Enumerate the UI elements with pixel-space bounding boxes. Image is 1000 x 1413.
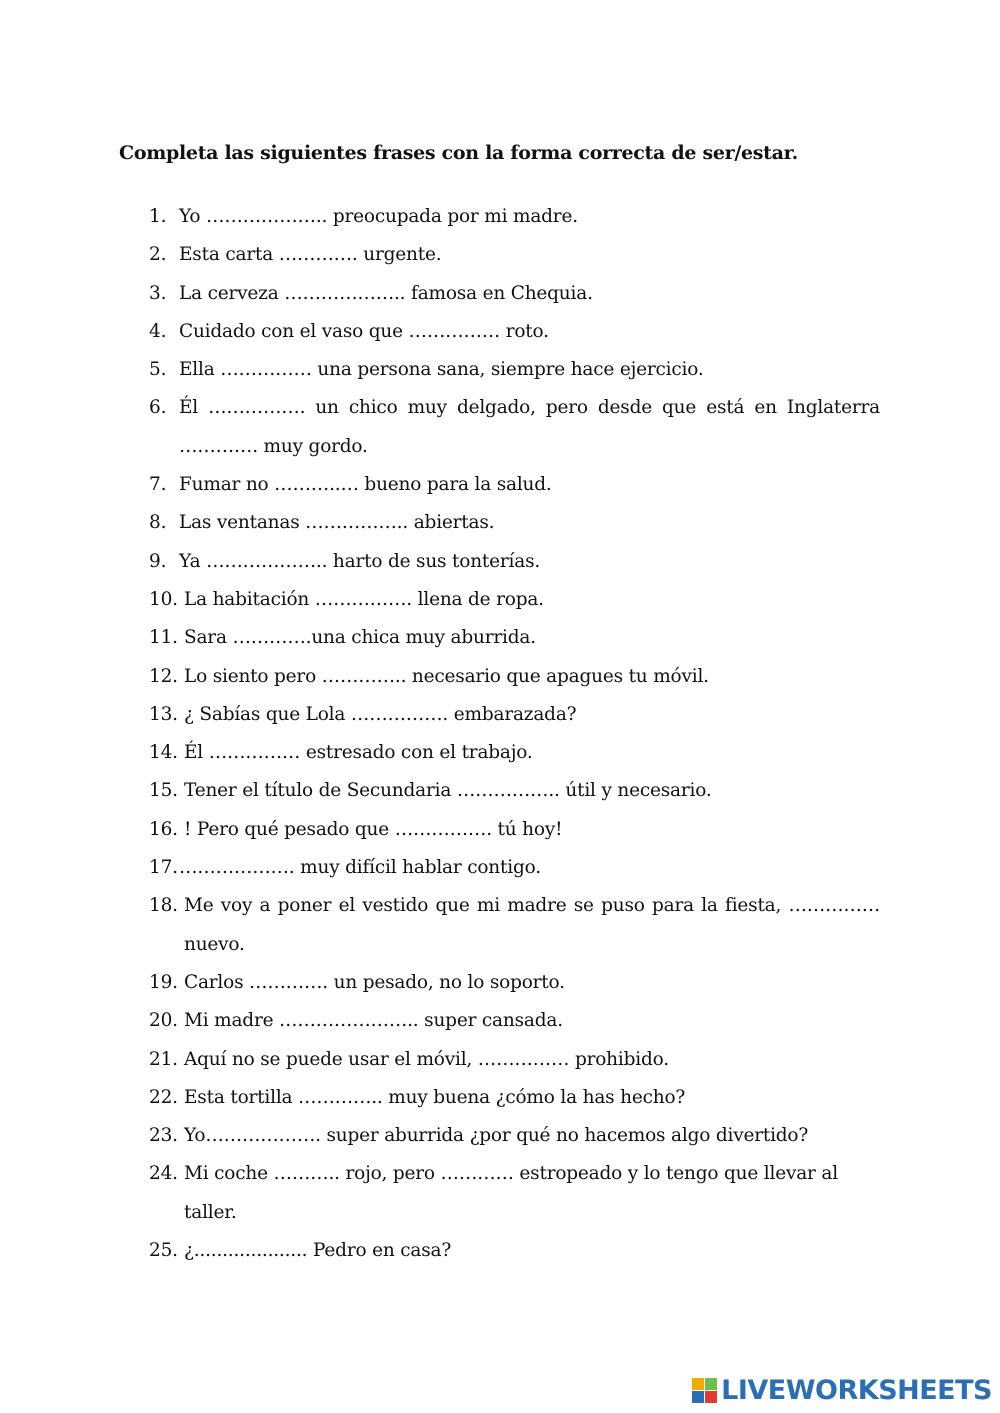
item-text: Las ventanas …………….. abiertas. [179, 512, 495, 534]
item-text: ………………. muy difícil hablar contigo. [179, 857, 541, 879]
exercise-item [149, 236, 880, 274]
exercise-item [149, 619, 880, 657]
exercise-item [149, 466, 880, 504]
item-text: Ella …………… una persona sana, siempre hace ejercicio. [179, 359, 704, 381]
item-number: 14. [149, 742, 178, 764]
logo-text: LIVEWORKSHEETS [721, 1374, 992, 1406]
logo-mark-icon [692, 1378, 717, 1403]
liveworksheets-logo[interactable] [692, 1375, 992, 1405]
item-text: Aquí no se puede usar el móvil, …………… prohibido. [184, 1048, 669, 1070]
logo-square [692, 1378, 704, 1390]
item-text: Cuidado con el vaso que …………… roto. [179, 320, 549, 342]
logo-square [692, 1391, 704, 1403]
exercise-item [149, 389, 880, 466]
item-text: Mi madre ………………….. super cansada. [184, 1010, 563, 1032]
item-number: 23. [149, 1125, 178, 1147]
item-number: 4. [149, 320, 167, 342]
logo-square [705, 1391, 717, 1403]
exercise-item [149, 964, 880, 1002]
exercise-item [149, 1079, 880, 1117]
logo-square [705, 1378, 717, 1390]
item-text: Ya ……………….. harto de sus tonterías. [179, 550, 541, 572]
item-number: 22. [149, 1086, 178, 1108]
item-text: Él …………… estresado con el trabajo. [184, 742, 533, 764]
item-number: 15. [149, 780, 178, 802]
item-number: 9. [149, 550, 167, 572]
exercise-item [149, 581, 880, 619]
item-text: Fumar no ………..… bueno para la salud. [179, 474, 552, 496]
item-number: 17. [149, 857, 178, 879]
item-text: Yo ……………….. preocupada por mi madre. [179, 206, 578, 227]
exercise-item [149, 811, 880, 849]
exercise-item [149, 198, 880, 236]
exercise-item [149, 1002, 880, 1040]
item-text: ¿ Sabías que Lola ……………. embarazada? [184, 703, 577, 725]
exercise-list [149, 198, 880, 1270]
item-text: Lo siento pero ………….. necesario que apagues tu móvil. [184, 665, 709, 687]
item-text: Sara ………….una chica muy aburrida. [184, 627, 536, 649]
exercise-item [149, 504, 880, 542]
item-number: 21. [149, 1048, 178, 1070]
exercise-item [149, 696, 880, 734]
exercise-item [149, 887, 880, 964]
instruction-heading: Completa las siguientes frases con la forma correcta de ser/estar. [119, 142, 798, 164]
item-text: La cerveza ……………….. famosa en Chequia. [179, 282, 593, 304]
item-text: Esta tortilla ………….. muy buena ¿cómo la has hecho? [184, 1086, 686, 1108]
item-number: 24. [149, 1163, 178, 1185]
item-number: 16. [149, 818, 178, 840]
item-text: La habitación ……………. llena de ropa. [184, 588, 544, 610]
exercise-item [149, 313, 880, 351]
exercise-item [149, 734, 880, 772]
item-text: Esta carta …………. urgente. [179, 244, 442, 266]
exercise-item [149, 543, 880, 581]
exercise-item [149, 275, 880, 313]
item-number: 20. [149, 1010, 178, 1032]
exercise-item [149, 849, 880, 887]
item-text: ! Pero qué pesado que ……………. tú hoy! [184, 818, 563, 840]
exercise-item [149, 351, 880, 389]
exercise-item [149, 1232, 880, 1270]
item-text: Él ……………. un chico muy delgado, pero desde que está en Inglaterra …………. muy gordo. [179, 397, 880, 457]
item-number: 7. [149, 474, 167, 496]
item-number: 13. [149, 703, 178, 725]
exercise-item [149, 1155, 880, 1232]
item-number: 3. [149, 282, 167, 304]
item-text: Carlos …………. un pesado, no lo soporto. [184, 971, 565, 993]
exercise-item [149, 1041, 880, 1079]
exercise-item [149, 772, 880, 810]
item-number: 10. [149, 588, 178, 610]
exercise-item [149, 1117, 880, 1155]
item-number: 1. [149, 206, 167, 227]
item-number: 12. [149, 665, 178, 687]
item-number: 11. [149, 627, 178, 649]
exercise-item [149, 658, 880, 696]
item-number: 25. [149, 1240, 178, 1262]
item-number: 5. [149, 359, 167, 381]
item-number: 8. [149, 512, 167, 534]
item-text: Tener el título de Secundaria …………….. útil y necesario. [184, 780, 712, 802]
item-text: Yo………………. super aburrida ¿por qué no hacemos algo divertido? [184, 1125, 809, 1147]
item-number: 19. [149, 971, 178, 993]
item-text: Me voy a poner el vestido que mi madre se puso para la fiesta, …………… nuevo. [184, 895, 880, 955]
item-text: Mi coche ……….. rojo, pero ………… estropeado y lo tengo que llevar al taller. [184, 1163, 838, 1223]
item-number: 2. [149, 244, 167, 266]
item-number: 18. [149, 895, 178, 917]
item-number: 6. [149, 397, 167, 419]
item-text: ¿.................... Pedro en casa? [184, 1240, 452, 1262]
